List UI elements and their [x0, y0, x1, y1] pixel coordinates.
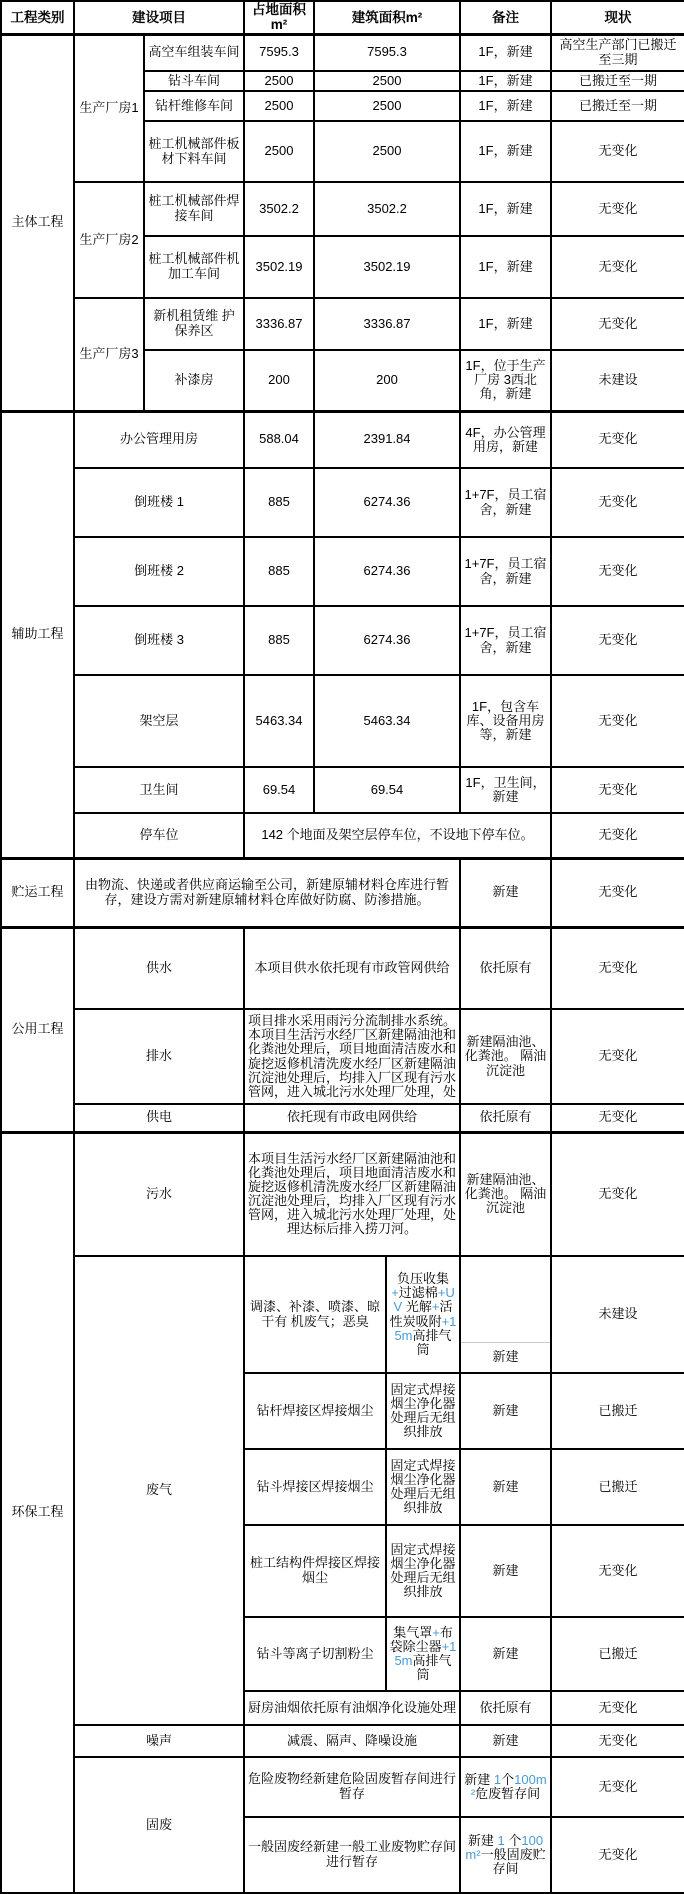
cell-land: 2500 — [244, 71, 314, 91]
cell-remark: 1F，新建 — [460, 91, 551, 121]
group-label-plant2: 生产厂房2 — [74, 182, 144, 298]
cell-remark: 1+7F，员工宿舍，新建 — [460, 606, 551, 675]
cell-remark: 新建 — [460, 858, 551, 927]
cell-land: 69.54 — [244, 767, 314, 813]
table-row — [1, 468, 684, 537]
header-land-area: 占地面积 m² — [244, 1, 314, 34]
cell-remark: 1F，新建 — [460, 298, 551, 350]
cell-note: 项目排水采用雨污分流制排水系统。 本项目生活污水经厂区新建隔油池和 化粪池处理后，项目地面清洁废水和 旋挖返修机清洗废水经厂区新建隔油 沉淀池处理后，均排入厂区现有污水 管网，进入城北污水处理厂处理，处 — [244, 1009, 460, 1104]
cell-item: 桩工结构件焊接区焊接烟尘 — [244, 1525, 386, 1617]
table-row — [1, 34, 684, 71]
cell-land: 588.04 — [244, 411, 314, 468]
cell-build: 2500 — [314, 71, 460, 91]
cell-item: 供电 — [74, 1104, 244, 1132]
cell-treatment: 负压收集+过滤棉+UV 光解+活性炭吸附+15m高排气筒 — [386, 1256, 460, 1373]
cell-status: 无变化 — [551, 121, 684, 182]
cell-land: 885 — [244, 468, 314, 537]
cell-item: 排水 — [74, 1009, 244, 1104]
table-row — [1, 411, 684, 468]
header-building-area: 建筑面积m² — [314, 1, 460, 34]
section-label-storage: 贮运工程 — [1, 858, 74, 927]
cell-land: 3502.19 — [244, 236, 314, 298]
cell-remark: 1F，新建 — [460, 34, 551, 71]
table-row — [1, 767, 684, 813]
cell-item: 供水 — [74, 927, 244, 1009]
cell-status: 无变化 — [551, 1817, 684, 1893]
cell-note: 厨房油烟依托原有油烟净化设施处理 — [244, 1691, 460, 1725]
table-row — [1, 1132, 684, 1256]
header-category: 工程类别 — [1, 1, 74, 34]
cell-note: 本项目供水依托现有市政管网供给 — [244, 927, 460, 1009]
cell-item: 桩工机械部件焊接车间 — [144, 182, 244, 236]
cell-remark: 1+7F，员工宿舍，新建 — [460, 468, 551, 537]
cell-build: 200 — [314, 350, 460, 411]
group-label-solid-waste: 固废 — [74, 1757, 244, 1893]
cell-build: 2500 — [314, 91, 460, 121]
group-label-noise: 噪声 — [74, 1725, 244, 1757]
cell-item: 架空层 — [74, 675, 244, 767]
cell-land: 200 — [244, 350, 314, 411]
group-label-waste-gas: 废气 — [74, 1256, 244, 1725]
cell-status: 已搬迁 — [551, 1373, 684, 1449]
cell-treatment: 集气罩+布袋除尘器+15m高排气筒 — [386, 1617, 460, 1691]
header-remark: 备注 — [460, 1, 551, 34]
cell-remark: 4F，办公管理用房，新建 — [460, 411, 551, 468]
cell-remark-text: 新建 — [492, 1348, 519, 1364]
cell-item: 桩工机械部件板材下料车间 — [144, 121, 244, 182]
cell-note: 本项目生活污水经厂区新建隔油池和 化粪池处理后，项目地面清洁废水和 旋挖返修机清洗废水经厂区新建隔油 沉淀池处理后，均排入厂区现有污水管网，进入城北污水处理厂处理，处理达标后排入捞刀河。 — [244, 1132, 460, 1256]
cell-build: 6274.36 — [314, 606, 460, 675]
cell-status: 无变化 — [551, 1104, 684, 1132]
table-row — [1, 858, 684, 927]
cell-remark: 依托原有 — [460, 1691, 551, 1725]
cell-item: 高空车组装车间 — [144, 34, 244, 71]
cell-status: 无变化 — [551, 606, 684, 675]
cell-status: 无变化 — [551, 1725, 684, 1757]
cell-build: 3502.2 — [314, 182, 460, 236]
cell-remark: 新建 — [460, 1373, 551, 1449]
cell-status: 无变化 — [551, 298, 684, 350]
table-row — [1, 813, 684, 858]
cell-item: 钻杆焊接区焊接烟尘 — [244, 1373, 386, 1449]
cell-remark: 1F，新建 — [460, 182, 551, 236]
cell-build: 2391.84 — [314, 411, 460, 468]
cell-status: 未建设 — [551, 350, 684, 411]
cell-item: 补漆房 — [144, 350, 244, 411]
cell-note: 减震、隔声、降噪设施 — [244, 1725, 460, 1757]
cell-status: 已搬迁 — [551, 1449, 684, 1525]
cell-status: 高空生产部门已搬迁至三期 — [551, 34, 684, 71]
cell-item: 钻斗等离子切割粉尘 — [244, 1617, 386, 1691]
table-row — [1, 537, 684, 606]
header-project: 建设项目 — [74, 1, 244, 34]
cell-build: 6274.36 — [314, 468, 460, 537]
table-row — [1, 1009, 684, 1104]
cell-remark: 1F，位于生产厂房 3西北角，新建 — [460, 350, 551, 411]
cell-build: 2500 — [314, 121, 460, 182]
cell-status: 无变化 — [551, 182, 684, 236]
cell-item: 新机租赁维 护保养区 — [144, 298, 244, 350]
cell-item: 钻斗焊接区焊接烟尘 — [244, 1449, 386, 1525]
cell-status: 已搬迁 — [551, 1617, 684, 1691]
section-label-main: 主体工程 — [1, 34, 74, 411]
cell-status: 无变化 — [551, 1525, 684, 1617]
cell-status: 已搬迁至一期 — [551, 71, 684, 91]
cell-remark: 1F，新建 — [460, 236, 551, 298]
cell-remark: 1F，卫生间，新建 — [460, 767, 551, 813]
cell-status: 无变化 — [551, 767, 684, 813]
cell-item: 倒班楼 2 — [74, 537, 244, 606]
cell-item: 调漆、补漆、喷漆、晾干有 机废气；恶臭 — [244, 1256, 386, 1373]
cell-item: 钻斗车间 — [144, 71, 244, 91]
cell-build: 6274.36 — [314, 537, 460, 606]
cell-land: 5463.34 — [244, 675, 314, 767]
group-label-plant1: 生产厂房1 — [74, 34, 144, 182]
cell-note: 142 个地面及架空层停车位，不设地下停车位。 — [244, 813, 551, 858]
header-status: 现状 — [551, 1, 684, 34]
cell-land: 2500 — [244, 91, 314, 121]
cell-status: 无变化 — [551, 537, 684, 606]
cell-remark: 新建 — [460, 1725, 551, 1757]
cell-item: 污水 — [74, 1132, 244, 1256]
cell-land: 3502.2 — [244, 182, 314, 236]
cell-remark: 依托原有 — [460, 1104, 551, 1132]
cell-status: 无变化 — [551, 927, 684, 1009]
cell-remark: 新建隔油池、化粪池。 隔油沉淀池 — [460, 1132, 551, 1256]
cell-note: 由物流、快递或者供应商运输至公司，新建原辅材料仓库进行暂存，建设方需对新建原辅材料仓库做好防腐、防渗措施。 — [74, 858, 460, 927]
section-label-environment: 环保工程 — [1, 1132, 74, 1893]
cell-status: 无变化 — [551, 675, 684, 767]
cell-remark: 依托原有 — [460, 927, 551, 1009]
cell-remark: 新建 — [460, 1617, 551, 1691]
cell-remark: 1F，包含车库、设备用房等，新建 — [460, 675, 551, 767]
table-row — [1, 1757, 684, 1817]
cell-treatment: 固定式焊接烟尘净化器处理后无组织排放 — [386, 1373, 460, 1449]
cell-item: 停车位 — [74, 813, 244, 858]
cell-remark — [460, 1256, 551, 1373]
cell-remark: 新建隔油池、化粪池。 隔油沉淀池 — [460, 1009, 551, 1104]
cell-status: 无变化 — [551, 1691, 684, 1725]
cell-treatment: 固定式焊接烟尘净化器处理后无组织排放 — [386, 1449, 460, 1525]
table-header-row — [1, 1, 684, 34]
cell-status: 无变化 — [551, 1132, 684, 1256]
cell-remark: 新建 — [460, 1525, 551, 1617]
cell-remark: 新建 1 个100m²一般固废贮存间 — [460, 1817, 551, 1893]
cell-land: 885 — [244, 537, 314, 606]
cell-item: 倒班楼 1 — [74, 468, 244, 537]
cell-land: 885 — [244, 606, 314, 675]
cell-remark: 1+7F，员工宿舍，新建 — [460, 537, 551, 606]
cell-status: 未建设 — [551, 1256, 684, 1373]
cell-note: 一般固废经新建一般工业废物贮存间 进行暂存 — [244, 1817, 460, 1893]
cell-remark: 1F，新建 — [460, 71, 551, 91]
cell-build: 7595.3 — [314, 34, 460, 71]
table-row — [1, 298, 684, 350]
cell-status: 无变化 — [551, 411, 684, 468]
cell-status: 无变化 — [551, 1757, 684, 1817]
cell-remark: 1F，新建 — [460, 121, 551, 182]
table-row — [1, 927, 684, 1009]
section-label-utility: 公用工程 — [1, 927, 74, 1132]
table-row — [1, 606, 684, 675]
cell-status: 无变化 — [551, 813, 684, 858]
cell-land: 3336.87 — [244, 298, 314, 350]
table-row — [1, 1256, 684, 1373]
cell-status: 无变化 — [551, 1009, 684, 1104]
cell-land: 2500 — [244, 121, 314, 182]
cell-item: 卫生间 — [74, 767, 244, 813]
cell-status: 无变化 — [551, 468, 684, 537]
cell-build: 3502.19 — [314, 236, 460, 298]
table-row — [1, 1725, 684, 1757]
cell-note: 危险废物经新建危险固废暂存间进行暂存 — [244, 1757, 460, 1817]
cell-item: 桩工机械部件机加工车间 — [144, 236, 244, 298]
cell-land: 7595.3 — [244, 34, 314, 71]
table-row — [1, 1104, 684, 1132]
cell-item: 倒班楼 3 — [74, 606, 244, 675]
cell-remark: 新建 — [460, 1449, 551, 1525]
cell-note: 依托现有市政电网供给 — [244, 1104, 460, 1132]
cell-treatment: 固定式焊接烟尘净化器处理后无组织排放 — [386, 1525, 460, 1617]
table-row — [1, 182, 684, 236]
group-label-plant3: 生产厂房3 — [74, 298, 144, 411]
cell-build: 3336.87 — [314, 298, 460, 350]
cell-status: 无变化 — [551, 858, 684, 927]
cell-status: 已搬迁至一期 — [551, 91, 684, 121]
cell-remark: 新建 1个100m²危废暂存间 — [460, 1757, 551, 1817]
cell-item: 钻杆维修车间 — [144, 91, 244, 121]
cell-build: 69.54 — [314, 767, 460, 813]
cell-status: 无变化 — [551, 236, 684, 298]
cell-item: 办公管理用房 — [74, 411, 244, 468]
table-row — [1, 675, 684, 767]
cell-build: 5463.34 — [314, 675, 460, 767]
section-label-auxiliary: 辅助工程 — [1, 411, 74, 858]
